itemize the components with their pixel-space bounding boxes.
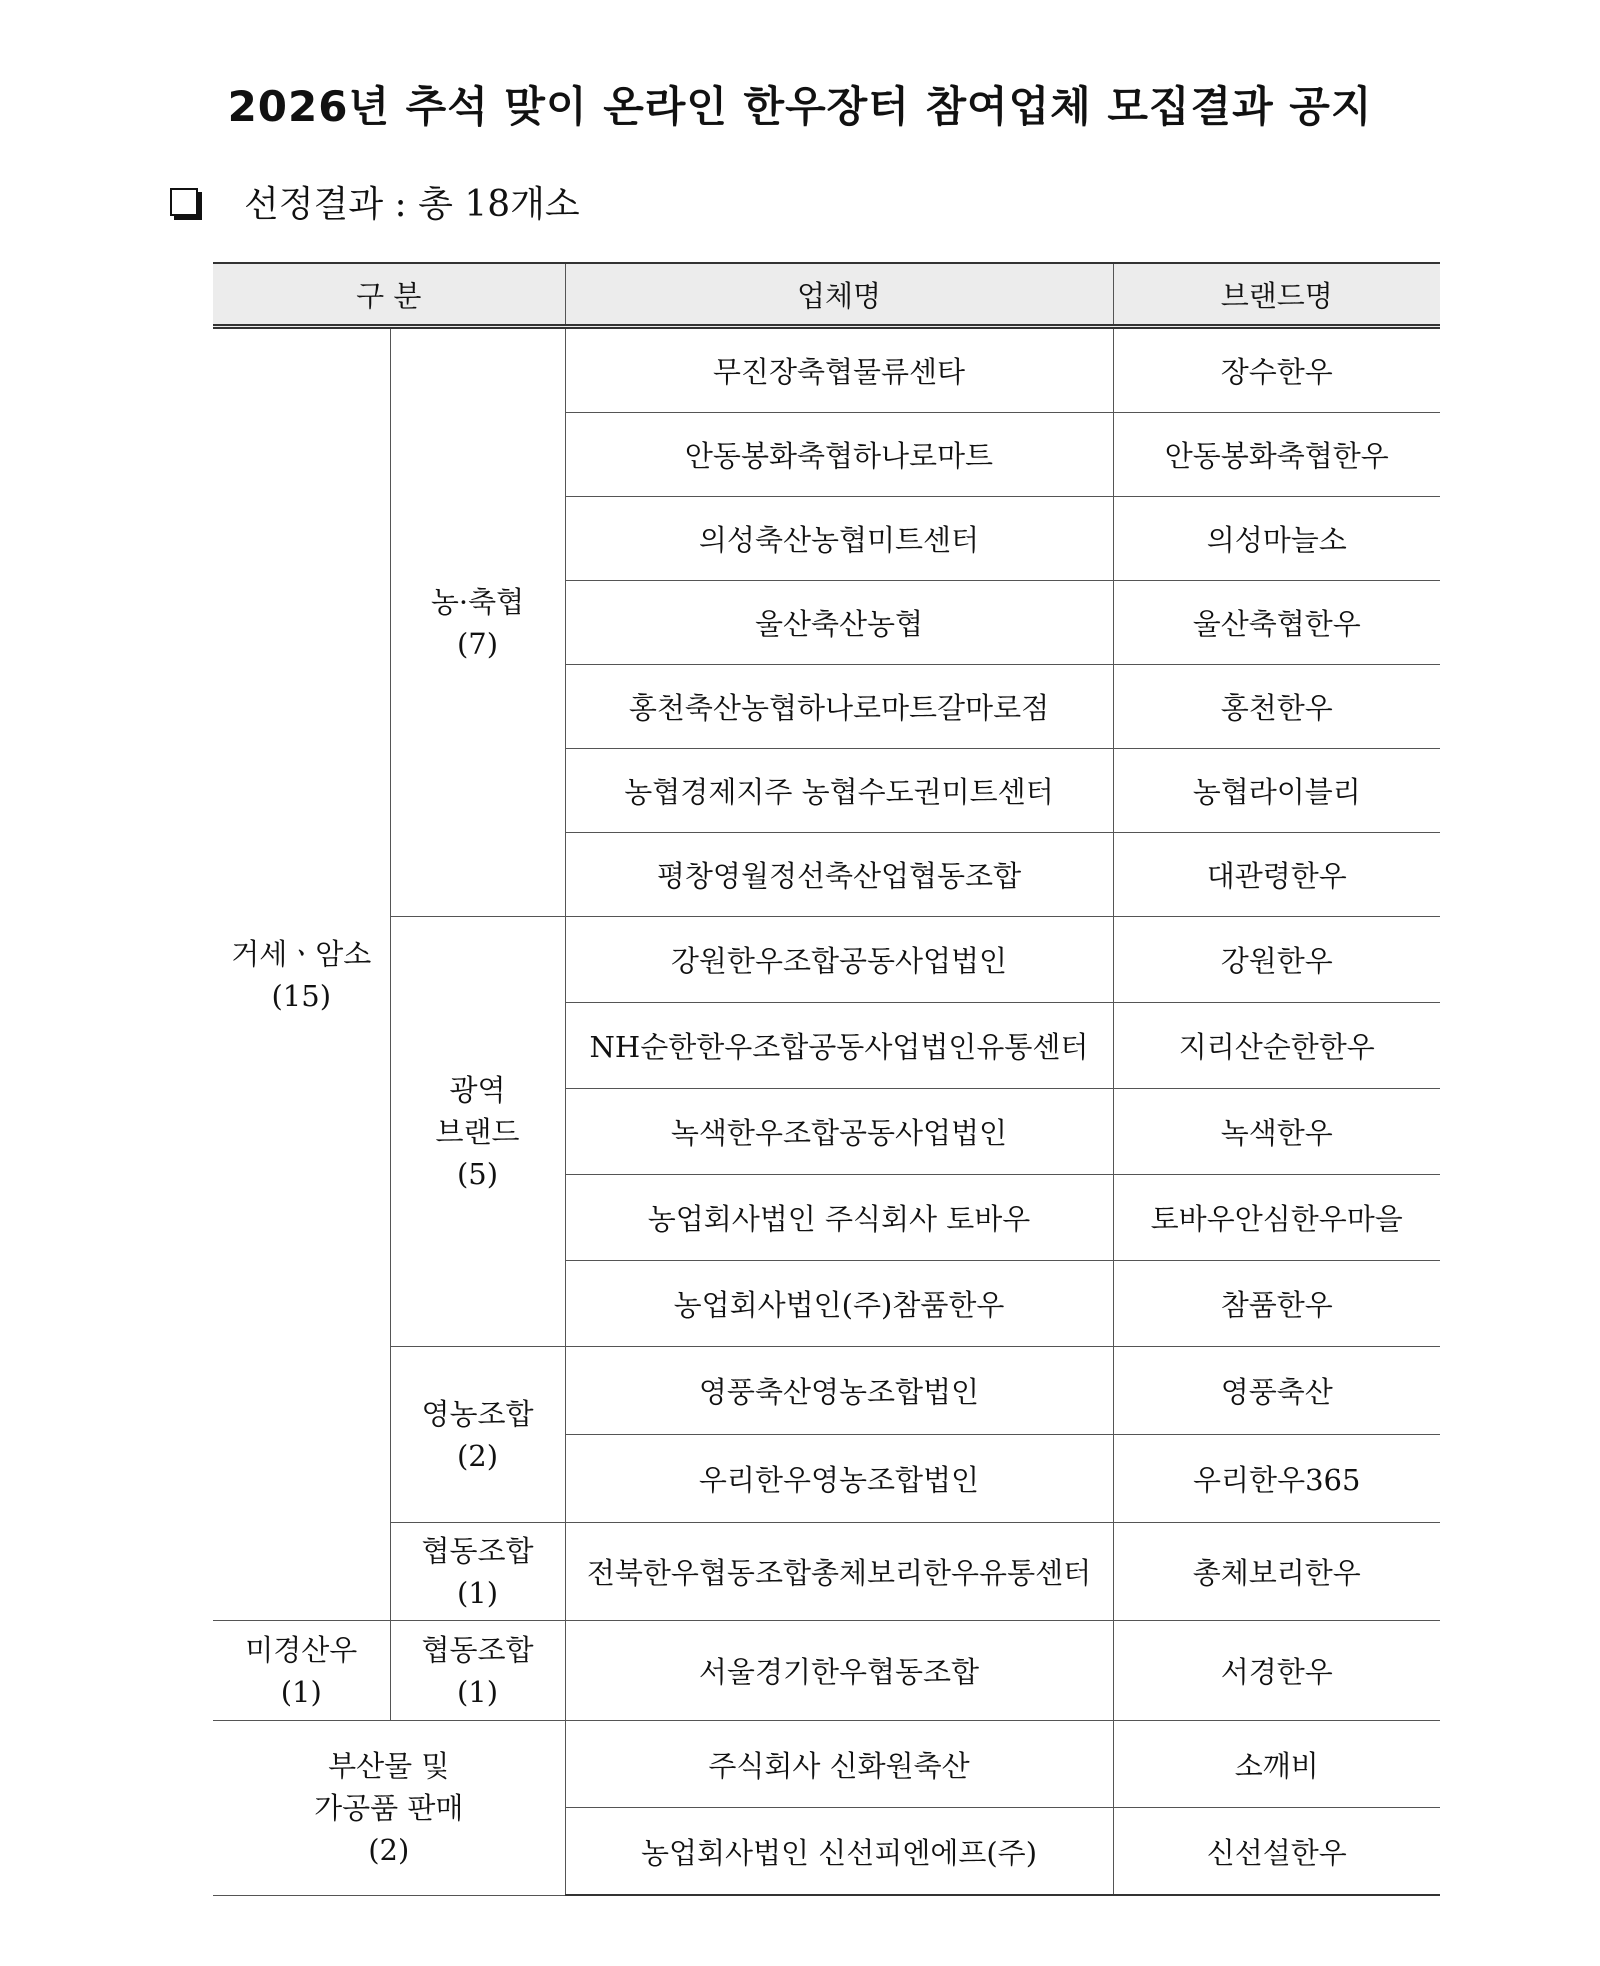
brand-cell: 영풍축산 [1113, 1347, 1440, 1435]
company-cell: 녹색한우조합공동사업법인 [565, 1089, 1113, 1175]
results-table [213, 262, 1440, 1896]
company-cell: 울산축산농협 [565, 581, 1113, 665]
company-cell: 전북한우협동조합총체보리한우유통센터 [565, 1523, 1113, 1621]
header-company: 업체명 [565, 263, 1113, 327]
company-cell: 홍천축산농협하나로마트갈마로점 [565, 665, 1113, 749]
company-cell: 농업회사법인(주)참품한우 [565, 1261, 1113, 1347]
subgroup-cell: 농·축협 (7) [390, 327, 565, 917]
brand-cell: 녹색한우 [1113, 1089, 1440, 1175]
checkbox-bullet-icon [170, 188, 198, 216]
subgroup-cell: 협동조합 (1) [390, 1523, 565, 1621]
group-cell: 거세ㆍ암소 (15) [213, 327, 390, 1621]
company-cell: 평창영월정선축산업협동조합 [565, 833, 1113, 917]
brand-cell: 장수한우 [1113, 327, 1440, 413]
section-label: 선정결과 : 총 18개소 [244, 184, 580, 225]
table-row [213, 1621, 1440, 1721]
company-cell: 농업회사법인 주식회사 토바우 [565, 1175, 1113, 1261]
brand-cell: 우리한우365 [1113, 1435, 1440, 1523]
company-cell: 의성축산농협미트센터 [565, 497, 1113, 581]
brand-cell: 울산축협한우 [1113, 581, 1440, 665]
table-header-row [213, 263, 1440, 327]
company-cell: 서울경기한우협동조합 [565, 1621, 1113, 1721]
company-cell: NH순한한우조합공동사업법인유통센터 [565, 1003, 1113, 1089]
brand-cell: 농협라이블리 [1113, 749, 1440, 833]
table-row [213, 1347, 1440, 1435]
brand-cell: 안동봉화축협한우 [1113, 413, 1440, 497]
table-row [213, 1523, 1440, 1621]
brand-cell: 소깨비 [1113, 1721, 1440, 1808]
table-row [213, 327, 1440, 413]
company-cell: 주식회사 신화원축산 [565, 1721, 1113, 1808]
company-cell: 안동봉화축협하나로마트 [565, 413, 1113, 497]
company-cell: 우리한우영농조합법인 [565, 1435, 1113, 1523]
group-cell: 부산물 및 가공품 판매 (2) [213, 1721, 565, 1896]
brand-cell: 지리산순한한우 [1113, 1003, 1440, 1089]
brand-cell: 홍천한우 [1113, 665, 1440, 749]
table-row [213, 1721, 1440, 1808]
section-heading [170, 176, 580, 227]
brand-cell: 총체보리한우 [1113, 1523, 1440, 1621]
header-category: 구 분 [213, 263, 565, 327]
page-title: 2026년 추석 맞이 온라인 한우장터 참여업체 모집결과 공지 [227, 82, 1373, 131]
brand-cell: 서경한우 [1113, 1621, 1440, 1721]
company-cell: 농협경제지주 농협수도권미트센터 [565, 749, 1113, 833]
subgroup-cell: 영농조합 (2) [390, 1347, 565, 1523]
subgroup-cell: 광역 브랜드 (5) [390, 917, 565, 1347]
header-brand: 브랜드명 [1113, 263, 1440, 327]
company-cell: 강원한우조합공동사업법인 [565, 917, 1113, 1003]
company-cell: 농업회사법인 신선피엔에프(주) [565, 1808, 1113, 1896]
brand-cell: 강원한우 [1113, 917, 1440, 1003]
brand-cell: 참품한우 [1113, 1261, 1440, 1347]
company-cell: 영풍축산영농조합법인 [565, 1347, 1113, 1435]
brand-cell: 의성마늘소 [1113, 497, 1440, 581]
table-row [213, 917, 1440, 1003]
brand-cell: 신선설한우 [1113, 1808, 1440, 1896]
brand-cell: 토바우안심한우마을 [1113, 1175, 1440, 1261]
company-cell: 무진장축협물류센타 [565, 327, 1113, 413]
brand-cell: 대관령한우 [1113, 833, 1440, 917]
subgroup-cell: 협동조합 (1) [390, 1621, 565, 1721]
group-cell: 미경산우 (1) [213, 1621, 390, 1721]
